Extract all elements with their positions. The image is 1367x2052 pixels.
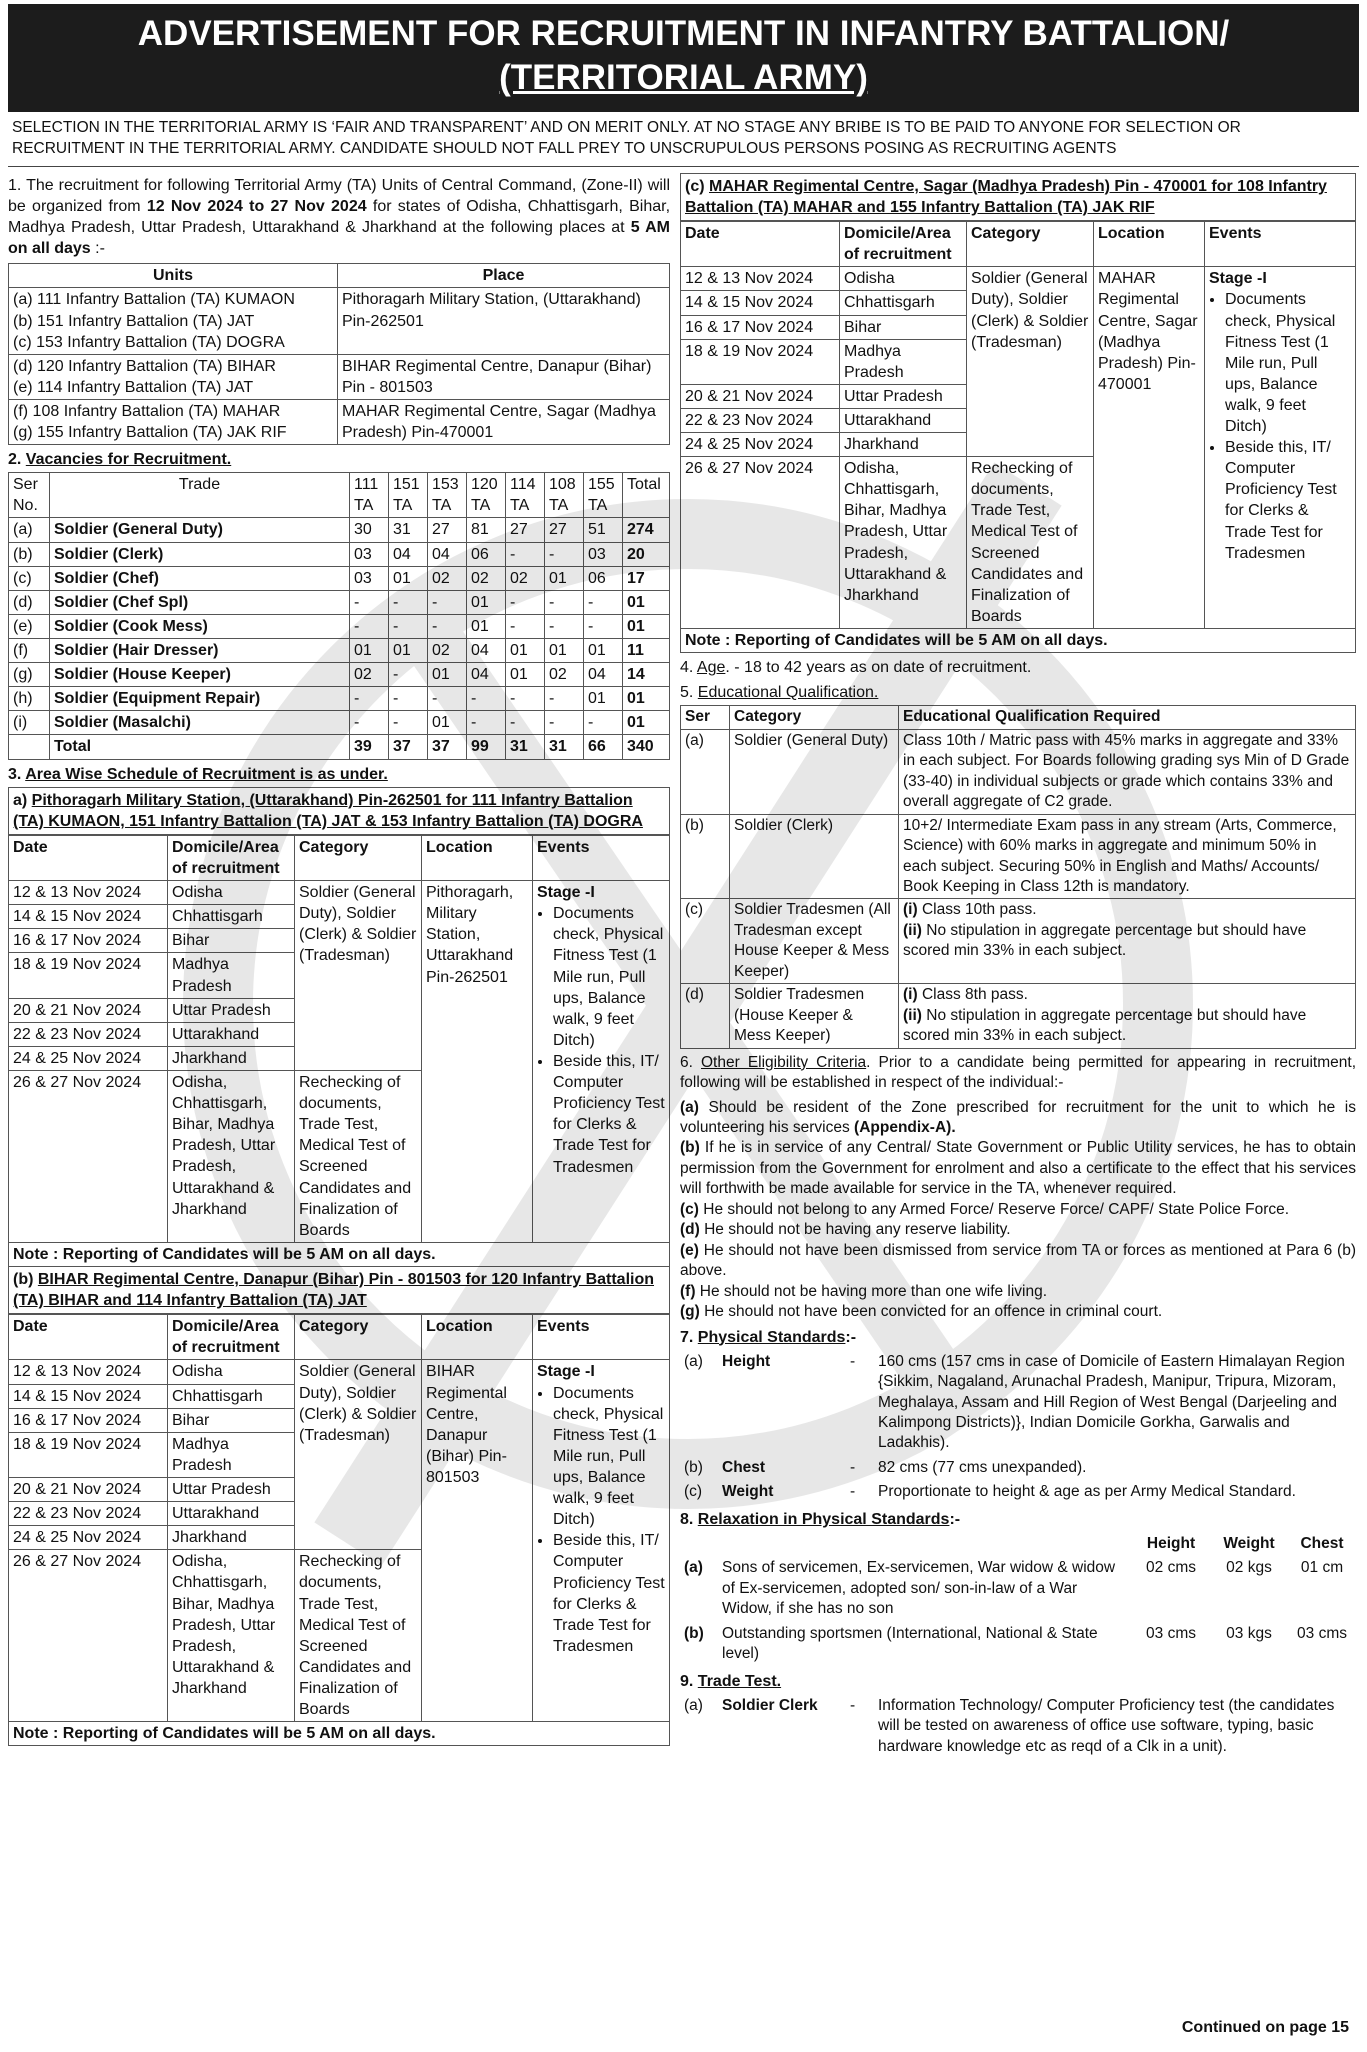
schedule-header: Category bbox=[295, 1315, 422, 1360]
vacancy-cell: 81 bbox=[467, 518, 506, 542]
schedule-date: 26 & 27 Nov 2024 bbox=[9, 1550, 168, 1722]
schedule-header: Events bbox=[533, 835, 670, 880]
vacancy-cell: 02 bbox=[350, 663, 389, 687]
schedule-date: 18 & 19 Nov 2024 bbox=[9, 953, 168, 998]
vacancy-cell: 01 bbox=[584, 687, 623, 711]
schedule-area: Chhattisgarh bbox=[840, 291, 967, 315]
vacancy-cell: 01 bbox=[467, 614, 506, 638]
vacancies-table: Ser No. Trade 111 TA 151 TA 153 TA 120 TA 114 TA 108 TA 155 TA Total (a) Soldier (General Duty) 30 31 27 81 27 27 51 274 (b) Soldier (Clerk) 03 04 04 06 - - 03 20 (c) Soldier (Chef) 03 01 02 02 02 01 06 17 (d) Soldier (Chef Spl) - - - 01 - - - 01 (e) Soldier (Cook Mess) - - - 01 - - - 01 (f) Soldier (Hair Dresser) 01 01 02 04 01 01 01 11 (g) Soldier (House Keeper) 02 - 01 04 01 02 04 14 (h) Soldier (Equipment Repair) - - - - - - 01 01 (i) Soldier (Masalchi) - - 01 - - - - 01 Total 39 37 37 99 31 31 66 340 bbox=[8, 472, 670, 759]
vacancy-cell: 01 bbox=[350, 639, 389, 663]
event-item: • Documents check, Physical Fitness Test (1 Mile run, Pull ups, Balance walk, 9 feet Ditch) bbox=[553, 1383, 665, 1531]
schedule-date: 20 & 21 Nov 2024 bbox=[9, 1477, 168, 1501]
schedule-area: Madhya Pradesh bbox=[840, 339, 967, 384]
schedule-header: Location bbox=[1094, 222, 1205, 267]
schedule-area: Jharkhand bbox=[168, 1526, 295, 1550]
vacancy-cell: 02 bbox=[467, 566, 506, 590]
relaxation-text: Outstanding sportsmen (International, National & State level) bbox=[722, 1624, 1098, 1663]
title-line-1: ADVERTISEMENT FOR RECRUITMENT IN INFANTRY BATTALION/ bbox=[137, 14, 1230, 53]
relaxation-row bbox=[680, 1622, 1356, 1667]
vacancy-cell: 03 bbox=[350, 542, 389, 566]
total-cell: 39 bbox=[350, 735, 389, 759]
vacancy-row bbox=[9, 711, 670, 735]
standard-label: Chest bbox=[722, 1458, 766, 1476]
standard-key: (b) bbox=[684, 1458, 703, 1476]
advertisement-page bbox=[8, 4, 1359, 2044]
schedule-area: Odisha bbox=[840, 267, 967, 291]
vacancy-cell: (b) bbox=[9, 542, 50, 566]
schedule-category: Soldier (General Duty), Soldier (Clerk) & Soldier (Tradesman) bbox=[295, 881, 422, 1071]
vacancy-row bbox=[9, 590, 670, 614]
schedule-area: Uttarakhand bbox=[168, 1022, 295, 1046]
schedule-area: Madhya Pradesh bbox=[168, 953, 295, 998]
vacancy-cell: (h) bbox=[9, 687, 50, 711]
vacancy-cell: 274 bbox=[623, 518, 670, 542]
fairness-notice: SELECTION IN THE TERRITORIAL ARMY IS ‘FAIR AND TRANSPARENT’ AND ON MERIT ONLY. AT NO STAGE ANY BRIBE IS TO BE PAID TO ANYONE FOR SELECTION OR RECRUITMENT IN THE TERRITORIAL ARMY. CANDIDATE SHOULD NOT FALL PREY TO UNSCRUPULOUS PERSONS POSING AS RECRUITING AGENTS bbox=[8, 116, 1359, 167]
vacancy-row bbox=[9, 663, 670, 687]
total-cell: 340 bbox=[623, 735, 670, 759]
schedule-row bbox=[681, 267, 1356, 291]
relaxation-text: Sons of servicemen, Ex-servicemen, War widow & widow of Ex-servicemen, adopted son/ son-in-law of a War Widow, if she has no son bbox=[722, 1559, 1116, 1618]
vacancy-row bbox=[9, 566, 670, 590]
schedule-header-row bbox=[9, 835, 670, 880]
schedule-header: Date bbox=[681, 222, 840, 267]
vacancy-cell: - bbox=[506, 687, 545, 711]
vacancy-cell: (c) bbox=[9, 566, 50, 590]
vacancy-cell: - bbox=[506, 590, 545, 614]
schedule-area: Odisha, Chhattisgarh, Bihar, Madhya Pradesh, Uttar Pradesh, Uttarakhand & Jharkhand bbox=[168, 1550, 295, 1722]
schedule-header: Events bbox=[1205, 222, 1356, 267]
continued-note: Continued on page 15 bbox=[1181, 2018, 1349, 2036]
schedule-header-row bbox=[681, 222, 1356, 267]
schedule-header: Date bbox=[9, 835, 168, 880]
schedule-events bbox=[533, 881, 670, 1243]
vacancy-cell: - bbox=[350, 590, 389, 614]
eligibility-text: He should not belong to any Armed Force/ Reserve Force/ CAPF/ State Police Force. bbox=[698, 1200, 1290, 1218]
vacancy-cell: - bbox=[428, 614, 467, 638]
vacancy-cell: 51 bbox=[584, 518, 623, 542]
schedule-header: Domicile/Area of recruitment bbox=[168, 1315, 295, 1360]
vacancy-cell: - bbox=[350, 711, 389, 735]
schedule-header: Domicile/Area of recruitment bbox=[168, 835, 295, 880]
vacancy-cell: - bbox=[506, 614, 545, 638]
trade-cell: Soldier (House Keeper) bbox=[50, 663, 350, 687]
vacancy-cell: - bbox=[506, 711, 545, 735]
eligibility-key: (a) bbox=[680, 1098, 699, 1116]
schedule-area: Odisha bbox=[168, 881, 295, 905]
relaxation-key: (a) bbox=[684, 1559, 703, 1577]
schedule-date: 22 & 23 Nov 2024 bbox=[9, 1022, 168, 1046]
standard-key: (c) bbox=[684, 1483, 703, 1501]
vacancy-cell: 11 bbox=[623, 639, 670, 663]
vacancy-cell: - bbox=[467, 711, 506, 735]
vacancy-cell: 01 bbox=[545, 639, 584, 663]
education-table: Ser Category Educational Qualification Required (a) Soldier (General Duty) Class 10th / Matric pass with 45% marks in aggregate and 33% in each subject. For Boards following grading sys Min of D Grade (33-40) in individual subjects or grade which contains 33% and overall aggregate of C2 grade. (b) Soldier (Clerk) 10+2/ Intermediate Exam pass in any stream (Arts, Commerce, Science) with 60% marks in aggregate and minimum 50% in each subject. Securing 50% in English and Maths/ Accounts/ Book Keeping in Class 12th is mandatory. (c) Soldier Tradesmen (All Tradesman except House Keeper & Mess Keeper) (i) Class 10th pass. (ii) No stipulation in aggregate percentage but should have scored min 33% in each subject. (d) Soldier Tradesmen (House Keeper & Mess Keeper) (i) Class 8th pass. (ii) No stipulation in aggregate percentage but should have scored min 33% in each subject. bbox=[680, 705, 1356, 1048]
schedule-date: 22 & 23 Nov 2024 bbox=[9, 1502, 168, 1526]
eligibility-text: He should not be having any reserve liability. bbox=[699, 1221, 1011, 1239]
vacancy-cell: 17 bbox=[623, 566, 670, 590]
schedule-header: Events bbox=[533, 1315, 670, 1360]
eligibility-item bbox=[680, 1098, 1356, 1139]
vacancy-cell: - bbox=[389, 614, 428, 638]
relaxation-table: Height Weight Chest (a) Sons of servicemen, Ex-servicemen, War widow & widow of Ex-servicemen, adopted son/ son-in-law of a War Widow, if she has no son 02 cms 02 kgs 01 cm (b) Outstanding sportsmen (International, National & State level) 03 cms 03 kgs 03 cms bbox=[680, 1532, 1356, 1667]
stage-label: Stage -I bbox=[537, 884, 595, 902]
vacancy-cell: 01 bbox=[389, 566, 428, 590]
standard-label: Height bbox=[722, 1352, 771, 1370]
eligibility-key: (e) bbox=[680, 1241, 699, 1259]
units-table: Units Place (a) 111 Infantry Battalion (TA) KUMAON (b) 151 Infantry Battalion (TA) JAT (c) 153 Infantry Battalion (TA) DOGRA Pithoragarh Military Station, (Uttarakhand) Pin-262501 (d) 120 Infantry Battalion (TA) BIHAR (e) 114 Infantry Battalion (TA) JAT BIHAR Regimental Centre, Danapur (Bihar) Pin - 801503 (f) 108 Infantry Battalion (TA) MAHAR (g) 155 Infantry Battalion (TA) JAK RIF MAHAR Regimental Centre, Sagar (Madhya Pradesh) Pin-470001 bbox=[8, 263, 670, 445]
vacancy-cell: 04 bbox=[428, 542, 467, 566]
schedule-category: Soldier (General Duty), Soldier (Clerk) & Soldier (Tradesman) bbox=[967, 267, 1094, 457]
schedule-area: Chhattisgarh bbox=[168, 1384, 295, 1408]
vacancy-cell: 01 bbox=[428, 663, 467, 687]
eligibility-text: He should not have been convicted for an offence in criminal court. bbox=[699, 1303, 1163, 1321]
eligibility-item bbox=[680, 1302, 1356, 1322]
vacancy-cell: 01 bbox=[467, 590, 506, 614]
total-cell: 66 bbox=[584, 735, 623, 759]
vacancy-cell: 01 bbox=[623, 614, 670, 638]
schedule-area: Uttar Pradesh bbox=[840, 384, 967, 408]
vacancy-cell: 01 bbox=[428, 711, 467, 735]
schedule-area: Odisha, Chhattisgarh, Bihar, Madhya Pradesh, Uttar Pradesh, Uttarakhand & Jharkhand bbox=[168, 1071, 295, 1243]
vacancy-cell: (g) bbox=[9, 663, 50, 687]
schedule-date: 20 & 21 Nov 2024 bbox=[681, 384, 840, 408]
eligibility-item bbox=[680, 1220, 1356, 1240]
schedule-events bbox=[533, 1360, 670, 1722]
vacancy-total-row bbox=[9, 735, 670, 759]
vacancy-cell: 30 bbox=[350, 518, 389, 542]
vacancy-cell: 01 bbox=[506, 639, 545, 663]
vacancy-cell: (a) bbox=[9, 518, 50, 542]
event-item: • Beside this, IT/ Computer Proficiency Test for Clerks & Trade Test for Tradesmen bbox=[553, 1530, 665, 1657]
schedule-category: Rechecking of documents, Trade Test, Medical Test of Screened Candidates and Finalization of Boards bbox=[967, 457, 1094, 629]
vacancy-row bbox=[9, 639, 670, 663]
title-banner bbox=[8, 4, 1359, 112]
vacancy-cell: 01 bbox=[584, 639, 623, 663]
vacancy-cell: - bbox=[545, 614, 584, 638]
eligibility-key: (c) bbox=[680, 1200, 699, 1218]
schedule-date: 12 & 13 Nov 2024 bbox=[681, 267, 840, 291]
physical-standards bbox=[680, 1350, 1356, 1505]
vacancy-cell: 01 bbox=[623, 687, 670, 711]
section-1-intro: 1. The recruitment for following Territorial Army (TA) Units of Central Command, (Zone-II) will be organized from 12 Nov 2024 to 27 Nov 2024 for states of Odisha, Chhattisgarh, Bihar, Madhya Pradesh, Uttar Pradesh, Uttarakhand & Jharkhand at the following places at 5 AM on all days :- bbox=[8, 176, 671, 258]
trade-cell: Soldier (Masalchi) bbox=[50, 711, 350, 735]
vacancy-cell: 01 bbox=[545, 566, 584, 590]
event-item: • Beside this, IT/ Computer Proficiency Test for Clerks & Trade Test for Tradesmen bbox=[553, 1051, 665, 1178]
schedule-date: 24 & 25 Nov 2024 bbox=[9, 1046, 168, 1070]
schedule-a-heading: a) Pithoragarh Military Station, (Uttarakhand) Pin-262501 for 111 Infantry Battalion (TA) KUMAON, 151 Infantry Battalion (TA) JAT & 153 Infantry Battalion (TA) DOGRA bbox=[8, 787, 670, 835]
trade-cell: Soldier (Chef Spl) bbox=[50, 590, 350, 614]
vacancy-cell: - bbox=[584, 614, 623, 638]
schedule-area: Uttar Pradesh bbox=[168, 1477, 295, 1501]
vacancy-cell: 27 bbox=[428, 518, 467, 542]
eligibility-text: He should not have been dismissed from service from TA or forces as mentioned at Para 6 (b) above. bbox=[680, 1241, 1356, 1280]
schedule-area: Jharkhand bbox=[840, 433, 967, 457]
vacancy-row bbox=[9, 687, 670, 711]
schedule-date: 26 & 27 Nov 2024 bbox=[9, 1071, 168, 1243]
relaxation-weight: 02 kgs bbox=[1226, 1559, 1272, 1577]
schedule-area: Odisha, Chhattisgarh, Bihar, Madhya Pradesh, Uttar Pradesh, Uttarakhand & Jharkhand bbox=[840, 457, 967, 629]
relaxation-key: (b) bbox=[684, 1624, 704, 1642]
total-cell: 31 bbox=[545, 735, 584, 759]
schedule-c-heading: (c) MAHAR Regimental Centre, Sagar (Madhya Pradesh) Pin - 470001 for 108 Infantry Battalion (TA) MAHAR and 155 Infantry Battalion (TA) JAK RIF bbox=[680, 173, 1356, 221]
vacancy-cell: (i) bbox=[9, 711, 50, 735]
vacancy-cell: 03 bbox=[350, 566, 389, 590]
section-6: 6. Other Eligibility Criteria. Prior to a candidate being permitted for appearing in recruitment, following will be established in respect of the individual:- bbox=[680, 1053, 1356, 1092]
schedule-date: 14 & 15 Nov 2024 bbox=[681, 291, 840, 315]
vacancy-cell: 04 bbox=[389, 542, 428, 566]
schedule-row bbox=[9, 1360, 670, 1384]
schedule-date: 12 & 13 Nov 2024 bbox=[9, 1360, 168, 1384]
schedule-area: Bihar bbox=[168, 1408, 295, 1432]
total-cell: 37 bbox=[389, 735, 428, 759]
eligibility-item bbox=[680, 1138, 1356, 1199]
schedule-date: 26 & 27 Nov 2024 bbox=[681, 457, 840, 629]
vacancy-cell: - bbox=[389, 687, 428, 711]
schedule-area: Chhattisgarh bbox=[168, 905, 295, 929]
total-cell: 31 bbox=[506, 735, 545, 759]
vacancy-cell: - bbox=[467, 687, 506, 711]
section-3-heading: 3. Area Wise Schedule of Recruitment is as under. bbox=[8, 765, 388, 783]
eligibility-text: If he is in service of any Central/ State Government or Public Utility services, he has to obtain permission from the Government for enrolment and also a certificate to the effect that his services will forthwith be made available for service in the TA, whenever required. bbox=[680, 1139, 1356, 1198]
relaxation-chest: 01 cm bbox=[1300, 1559, 1344, 1577]
eligibility-item bbox=[680, 1282, 1356, 1302]
schedule-category: Rechecking of documents, Trade Test, Medical Test of Screened Candidates and Finalization of Boards bbox=[295, 1550, 422, 1722]
left-column bbox=[8, 173, 670, 1759]
standard-row bbox=[680, 1480, 1356, 1504]
events-list bbox=[1209, 289, 1351, 563]
schedule-date: 14 & 15 Nov 2024 bbox=[9, 1384, 168, 1408]
vacancy-cell: 27 bbox=[506, 518, 545, 542]
standard-text: 82 cms (77 cms unexpanded). bbox=[878, 1458, 1087, 1476]
schedule-b-note: Note : Reporting of Candidates will be 5 AM on all days. bbox=[8, 1722, 670, 1746]
relaxation-height: 02 cms bbox=[1146, 1559, 1196, 1577]
vacancy-cell: - bbox=[428, 687, 467, 711]
stage-label: Stage -I bbox=[537, 1363, 595, 1381]
total-cell: Total bbox=[50, 735, 350, 759]
schedule-date: 18 & 19 Nov 2024 bbox=[681, 339, 840, 384]
schedule-location: Pithoragarh, Military Station, Uttarakhand Pin-262501 bbox=[422, 881, 533, 1243]
standard-text: 160 cms (157 cms in case of Domicile of Eastern Himalayan Region {Sikkim, Nagaland, Arunachal Pradesh, Manipur, Tripura, Mizoram, Meghalaya, Assam and Hill Region of West Bengal (Darjeeling and Kalimpong Districts)}, Indian Domicile Gorkha, Garwalis and Ladakhis). bbox=[878, 1352, 1345, 1452]
vacancy-cell: - bbox=[389, 663, 428, 687]
standard-dash: - bbox=[850, 1458, 856, 1476]
eligibility-key: (g) bbox=[680, 1303, 700, 1321]
vacancy-cell: 14 bbox=[623, 663, 670, 687]
vacancy-cell: 01 bbox=[623, 711, 670, 735]
trade-cell: Soldier (Hair Dresser) bbox=[50, 639, 350, 663]
schedule-area: Bihar bbox=[168, 929, 295, 953]
schedule-header: Category bbox=[967, 222, 1094, 267]
schedule-date: 16 & 17 Nov 2024 bbox=[681, 315, 840, 339]
schedule-date: 24 & 25 Nov 2024 bbox=[681, 433, 840, 457]
event-item: • Documents check, Physical Fitness Test (1 Mile run, Pull ups, Balance walk, 9 feet Ditch) bbox=[553, 903, 665, 1051]
vacancy-cell: 03 bbox=[584, 542, 623, 566]
relaxation-height: 03 cms bbox=[1146, 1624, 1196, 1642]
vacancy-cell: - bbox=[584, 711, 623, 735]
vacancy-cell: - bbox=[350, 687, 389, 711]
vacancy-cell: (e) bbox=[9, 614, 50, 638]
vacancy-cell: - bbox=[584, 590, 623, 614]
vacancy-cell: - bbox=[545, 687, 584, 711]
vacancy-cell: 20 bbox=[623, 542, 670, 566]
total-cell bbox=[9, 735, 50, 759]
schedule-c-table bbox=[680, 221, 1356, 629]
schedule-header: Category bbox=[295, 835, 422, 880]
eligibility-key: (f) bbox=[680, 1282, 696, 1300]
schedule-date: 12 & 13 Nov 2024 bbox=[9, 881, 168, 905]
event-item: • Documents check, Physical Fitness Test (1 Mile run, Pull ups, Balance walk, 9 feet Ditch) bbox=[1225, 289, 1351, 437]
events-list bbox=[537, 903, 665, 1177]
schedule-header-row bbox=[9, 1315, 670, 1360]
vacancy-cell: (d) bbox=[9, 590, 50, 614]
vacancy-cell: - bbox=[389, 711, 428, 735]
schedule-area: Uttarakhand bbox=[168, 1502, 295, 1526]
schedule-header: Date bbox=[9, 1315, 168, 1360]
eligibility-item bbox=[680, 1200, 1356, 1220]
vacancy-cell: 01 bbox=[389, 639, 428, 663]
section-5-heading: 5. Educational Qualification. bbox=[680, 684, 879, 702]
title-line-2: (TERRITORIAL ARMY) bbox=[499, 58, 868, 97]
schedule-date: 24 & 25 Nov 2024 bbox=[9, 1526, 168, 1550]
eligibility-item bbox=[680, 1241, 1356, 1282]
schedule-header: Location bbox=[422, 1315, 533, 1360]
vacancy-cell: - bbox=[545, 542, 584, 566]
schedule-date: 18 & 19 Nov 2024 bbox=[9, 1432, 168, 1477]
schedule-area: Uttarakhand bbox=[840, 408, 967, 432]
vacancy-cell: - bbox=[545, 590, 584, 614]
relaxation-weight: 03 kgs bbox=[1226, 1624, 1272, 1642]
vacancy-row bbox=[9, 614, 670, 638]
trade-cell: Soldier (Cook Mess) bbox=[50, 614, 350, 638]
standard-key: (a) bbox=[684, 1352, 703, 1370]
relaxation-chest: 03 cms bbox=[1297, 1624, 1347, 1642]
schedule-header: Location bbox=[422, 835, 533, 880]
eligibility-list bbox=[680, 1098, 1356, 1323]
trade-cell: Soldier (Clerk) bbox=[50, 542, 350, 566]
total-cell: 37 bbox=[428, 735, 467, 759]
vacancy-cell: - bbox=[350, 614, 389, 638]
eligibility-bold: (Appendix-A). bbox=[854, 1118, 956, 1136]
trade-cell: Soldier (Equipment Repair) bbox=[50, 687, 350, 711]
eligibility-key: (b) bbox=[680, 1139, 700, 1157]
schedule-location: BIHAR Regimental Centre, Danapur (Bihar) Pin-801503 bbox=[422, 1360, 533, 1722]
schedule-b-table bbox=[8, 1314, 670, 1722]
schedule-date: 22 & 23 Nov 2024 bbox=[681, 408, 840, 432]
schedule-area: Uttar Pradesh bbox=[168, 998, 295, 1022]
schedule-area: Odisha bbox=[168, 1360, 295, 1384]
vacancy-cell: 04 bbox=[584, 663, 623, 687]
right-column bbox=[680, 173, 1356, 1759]
schedule-a-table bbox=[8, 835, 670, 1243]
schedule-b-heading: (b) BIHAR Regimental Centre, Danapur (Bihar) Pin - 801503 for 120 Infantry Battalion (TA) BIHAR and 114 Infantry Battalion (TA) JAT bbox=[8, 1267, 670, 1314]
trade-cell: Soldier (General Duty) bbox=[50, 518, 350, 542]
schedule-date: 14 & 15 Nov 2024 bbox=[9, 905, 168, 929]
vacancy-cell: 06 bbox=[584, 566, 623, 590]
schedule-row bbox=[9, 881, 670, 905]
events-list bbox=[537, 1383, 665, 1657]
standard-row bbox=[680, 1350, 1356, 1456]
schedule-area: Jharkhand bbox=[168, 1046, 295, 1070]
vacancy-cell: (f) bbox=[9, 639, 50, 663]
vacancy-cell: 27 bbox=[545, 518, 584, 542]
schedule-date: 16 & 17 Nov 2024 bbox=[9, 1408, 168, 1432]
standard-label: Weight bbox=[722, 1483, 774, 1501]
schedule-area: Madhya Pradesh bbox=[168, 1432, 295, 1477]
schedule-category: Rechecking of documents, Trade Test, Medical Test of Screened Candidates and Finalization of Boards bbox=[295, 1071, 422, 1243]
schedule-location: MAHAR Regimental Centre, Sagar (Madhya Pradesh) Pin-470001 bbox=[1094, 267, 1205, 629]
stage-label: Stage -I bbox=[1209, 270, 1267, 288]
trade-test: (a) Soldier Clerk - Information Technology/ Computer Proficiency test (the candidates will be tested on awareness of office use software, typing, basic hardware knowledge etc as reqd of a Clk in a unit). bbox=[684, 1696, 1335, 1755]
standard-row bbox=[680, 1456, 1356, 1480]
standard-dash: - bbox=[850, 1352, 856, 1370]
section-4-age: 4. Age. - 18 to 42 years as on date of recruitment. bbox=[680, 659, 1032, 677]
vacancy-row bbox=[9, 542, 670, 566]
section-8-heading: 8. Relaxation in Physical Standards:- bbox=[680, 1510, 961, 1528]
section-2-heading: 2. Vacancies for Recruitment. bbox=[8, 451, 232, 469]
vacancy-cell: 02 bbox=[428, 566, 467, 590]
schedule-category: Soldier (General Duty), Soldier (Clerk) & Soldier (Tradesman) bbox=[295, 1360, 422, 1550]
vacancy-cell: - bbox=[545, 711, 584, 735]
total-cell: 99 bbox=[467, 735, 506, 759]
vacancy-cell: 04 bbox=[467, 663, 506, 687]
schedule-date: 20 & 21 Nov 2024 bbox=[9, 998, 168, 1022]
schedule-c-note: Note : Reporting of Candidates will be 5 AM on all days. bbox=[680, 629, 1356, 653]
event-item: • Beside this, IT/ Computer Proficiency Test for Clerks & Trade Test for Tradesmen bbox=[1225, 437, 1351, 564]
schedule-date: 16 & 17 Nov 2024 bbox=[9, 929, 168, 953]
vacancy-cell: 04 bbox=[467, 639, 506, 663]
schedule-events bbox=[1205, 267, 1356, 629]
vacancy-cell: 02 bbox=[545, 663, 584, 687]
section-7-heading: 7. Physical Standards:- bbox=[680, 1328, 857, 1346]
schedule-area: Bihar bbox=[840, 315, 967, 339]
schedule-header: Domicile/Area of recruitment bbox=[840, 222, 967, 267]
trade-cell: Soldier (Chef) bbox=[50, 566, 350, 590]
vacancy-cell: - bbox=[389, 590, 428, 614]
standard-dash: - bbox=[850, 1483, 856, 1501]
schedule-a-note: Note : Reporting of Candidates will be 5 AM on all days. bbox=[8, 1243, 670, 1267]
vacancy-cell: 02 bbox=[428, 639, 467, 663]
eligibility-text: Should be resident of the Zone prescribed for recruitment for the unit to which he is volunteering his services bbox=[680, 1098, 1356, 1136]
relaxation-row bbox=[680, 1556, 1356, 1621]
standard-text: Proportionate to height & age as per Army Medical Standard. bbox=[878, 1483, 1296, 1501]
vacancy-cell: 06 bbox=[467, 542, 506, 566]
vacancy-cell: 01 bbox=[506, 663, 545, 687]
eligibility-text: He should not be having more than one wife living. bbox=[695, 1282, 1048, 1300]
vacancy-cell: - bbox=[506, 542, 545, 566]
vacancy-row bbox=[9, 518, 670, 542]
section-9-heading: 9. Trade Test. bbox=[680, 1672, 782, 1690]
eligibility-key: (d) bbox=[680, 1221, 700, 1239]
vacancy-cell: 01 bbox=[623, 590, 670, 614]
vacancy-cell: - bbox=[428, 590, 467, 614]
vacancy-cell: 31 bbox=[389, 518, 428, 542]
vacancy-cell: 02 bbox=[506, 566, 545, 590]
